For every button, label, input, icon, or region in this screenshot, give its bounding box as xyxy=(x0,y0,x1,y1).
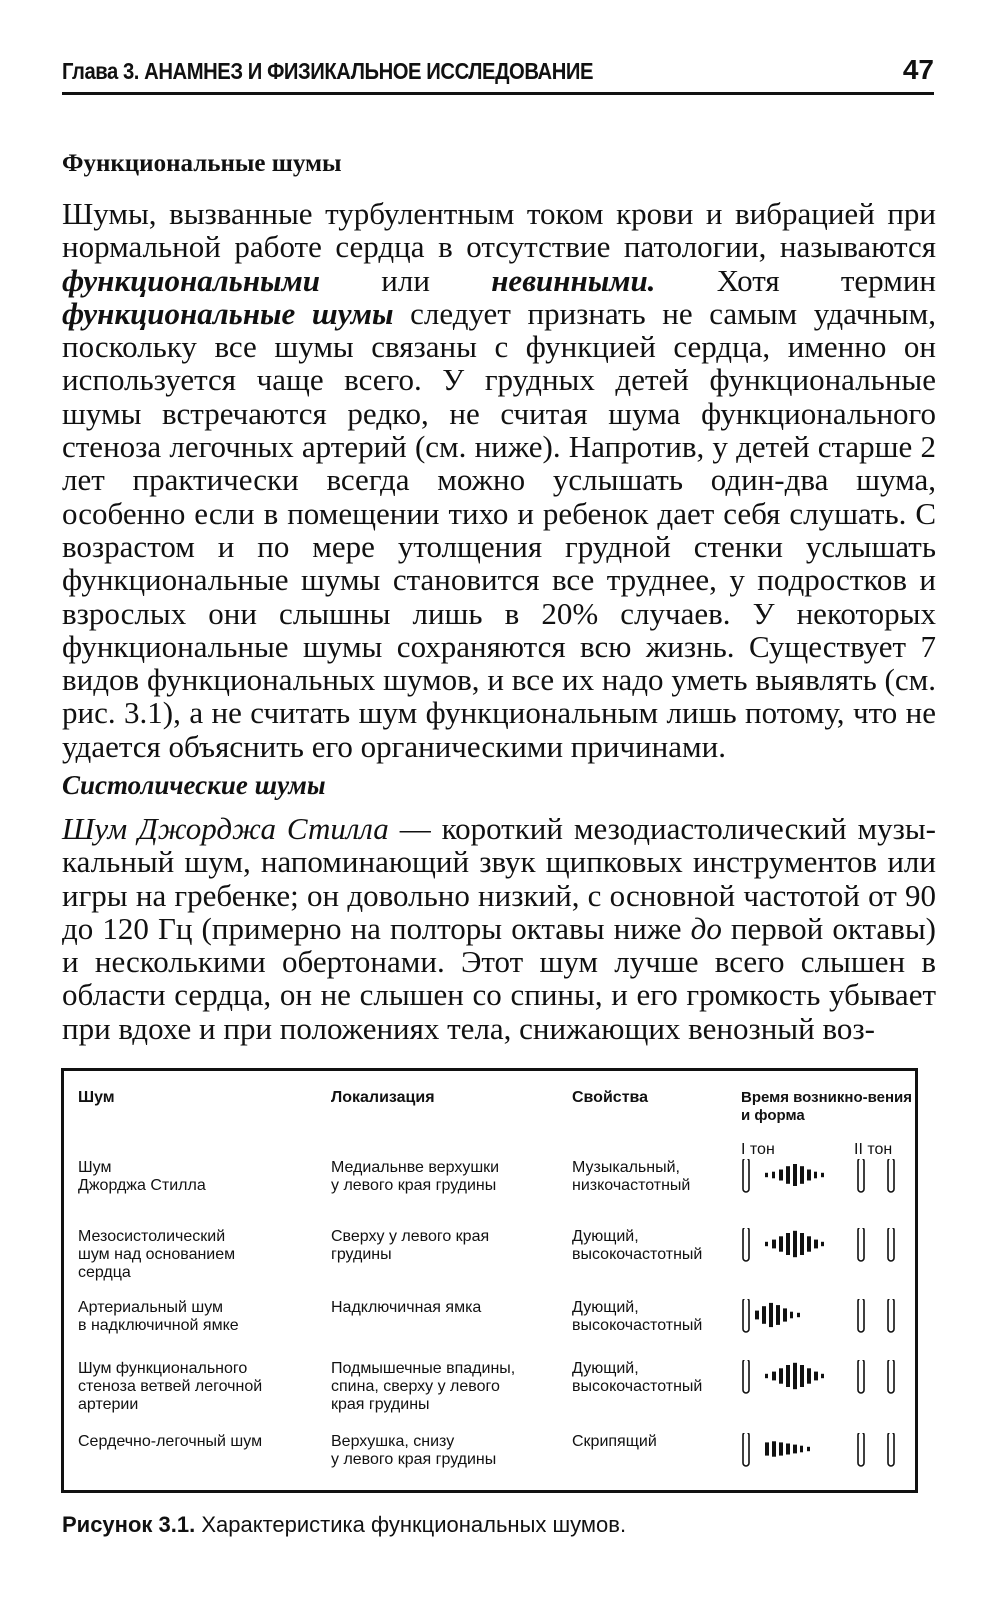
murmur-pulse xyxy=(821,1242,824,1246)
tone2-label: II тон xyxy=(854,1141,893,1158)
murmur-pulse xyxy=(807,1447,810,1451)
murmur-pulse xyxy=(762,1306,766,1324)
murmur-pulse xyxy=(776,1305,780,1325)
murmur-pulse xyxy=(814,1240,818,1249)
murmur-pulse xyxy=(821,1173,824,1177)
cell-properties: Скрипящий xyxy=(572,1433,657,1450)
murmur-pulse xyxy=(800,1365,804,1387)
murmur-pulse xyxy=(807,1368,811,1383)
murmur-waveform xyxy=(741,1228,911,1268)
cell-properties: Музыкальный, низкочастотный xyxy=(572,1159,691,1194)
murmur-waveform xyxy=(741,1159,911,1199)
murmur-waveform xyxy=(741,1433,911,1473)
tone2-bar-a xyxy=(858,1360,864,1393)
murmur-pulse xyxy=(814,1372,818,1381)
cell-properties: Дующий, высокочастотный xyxy=(572,1228,703,1263)
murmur-pulse xyxy=(800,1446,803,1453)
murmur-pulse xyxy=(772,1441,776,1456)
murmur-pulse xyxy=(793,1231,797,1257)
tone1-bar xyxy=(743,1228,749,1261)
cell-properties: Дующий, высокочастотный xyxy=(572,1360,703,1395)
murmur-pulse xyxy=(800,1166,804,1184)
cell-location: Верхушка, снизу у левого края грудины xyxy=(331,1433,497,1468)
col-header-murmur: Шум xyxy=(78,1089,115,1106)
cell-murmur: Шум Джорджа Стилла xyxy=(78,1159,206,1194)
text-run: до xyxy=(690,910,722,946)
tone2-bar-a xyxy=(858,1433,864,1466)
text-run: — короткий мезодиастолический музыкальный шум, напоминающий звук щипковых инструментов или игры на гребенке; он довольно низкий, с основной частотой от 90 до 120 Гц (примерно на полторы октавы ниже xyxy=(62,811,936,946)
tone2-bar-b xyxy=(888,1299,894,1332)
murmur-pulse xyxy=(793,1445,797,1454)
page-header xyxy=(62,48,934,95)
murmur-pulse xyxy=(772,1172,775,1179)
figure-functional-murmurs-table xyxy=(61,1068,918,1493)
tone2-bar-b xyxy=(888,1159,894,1192)
murmur-pulse xyxy=(800,1233,804,1255)
murmur-pulse xyxy=(772,1372,776,1381)
murmur-pulse xyxy=(807,1236,811,1251)
text-run: Шум Джорджа Стилла xyxy=(62,811,389,846)
text-run: Шумы, вызванные турбулентным током крови и вибрацией при нормальной работе сердца в отсутствие патологии, называются xyxy=(62,196,936,265)
cell-location: Подмышечные впадины, спина, сверху у левого края грудины xyxy=(331,1360,516,1413)
murmur-pulse xyxy=(821,1374,824,1378)
tone2-bar-b xyxy=(888,1360,894,1393)
murmur-pulse xyxy=(790,1312,793,1319)
cell-location: Надключичная ямка xyxy=(331,1299,482,1316)
murmur-pulse xyxy=(783,1308,787,1321)
murmur-waveform xyxy=(741,1360,911,1400)
tone2-bar-a xyxy=(858,1159,864,1192)
tone1-label: I тон xyxy=(741,1141,775,1158)
murmur-pulse xyxy=(814,1172,817,1179)
murmur-waveform xyxy=(741,1299,911,1339)
murmur-pulse xyxy=(765,1374,768,1378)
tone2-bar-a xyxy=(858,1299,864,1332)
tone2-bar-a xyxy=(858,1228,864,1261)
tone1-bar xyxy=(743,1433,749,1466)
chapter-title: Глава 3. АНАМНЕЗ И ФИЗИКАЛЬНОЕ ИССЛЕДОВАНИЕ xyxy=(62,58,594,84)
murmur-pulse xyxy=(793,1363,797,1389)
section-heading: Функциональные шумы xyxy=(62,150,342,177)
cell-murmur: Артериальный шум в надключичной ямке xyxy=(78,1299,239,1334)
murmur-pulse xyxy=(755,1311,759,1320)
subsection-heading: Систолические шумы xyxy=(62,770,326,800)
col-header-location: Локализация xyxy=(331,1089,435,1106)
page-number: 47 xyxy=(902,54,934,85)
tone2-bar-b xyxy=(888,1228,894,1261)
murmur-pulse xyxy=(786,1233,790,1255)
murmur-pulse xyxy=(786,1166,790,1184)
cell-location: Медиальнве верхушки у левого края грудины xyxy=(331,1159,500,1194)
tone2-bar-b xyxy=(888,1433,894,1466)
text-run: следует признать не самым удачным, поскольку все шумы связаны с функцией сердца, именно он используется чаще всего. У грудных детей функциональные шумы встречаются редко, не считая шума функционального стеноза легочных артерий (см. ниже). Напротив, у детей старше 2 лет практически всегда можно услышать один-два шума, особенно если в помещении тихо и ребенок дает себя слушать. С возрастом и по мере утолщения грудной стенки услышать функциональные шумы становится все труднее, у подростков и взрослых они слышны лишь в 20% случаев. У некоторых функциональные шумы сохраняются всю жизнь. Существует 7 видов функциональных шумов, и все их надо уметь выявлять (см. рис. 3.1), а не считать шум функциональным лишь потому, что не удается объяснить его органическими причинами. xyxy=(62,295,937,764)
murmur-pulse xyxy=(769,1303,773,1327)
murmur-pulse xyxy=(786,1365,790,1387)
murmur-pulse xyxy=(779,1442,783,1455)
cell-murmur: Шум функционального стеноза ветвей легочной артерии xyxy=(78,1360,263,1413)
figure-caption xyxy=(62,1512,626,1538)
tone1-bar xyxy=(743,1360,749,1393)
murmur-pulse xyxy=(772,1240,776,1249)
caption-text: Характеристика функциональных шумов. xyxy=(195,1512,627,1537)
paragraph-still-murmur xyxy=(62,812,936,1045)
caption-label: Рисунок 3.1. xyxy=(62,1512,196,1537)
murmur-pulse xyxy=(779,1236,783,1251)
text-run: функциональными xyxy=(62,262,321,298)
murmur-pulse xyxy=(779,1170,783,1181)
tone1-bar xyxy=(743,1299,749,1332)
text-run: первой октавы) и несколькими обертонами. Этот шум лучше всего слышен в области сердца, он не слышен со спины, и его громкость убывает при вдохе и при положениях тела, снижающих венозный воз- xyxy=(62,910,936,1046)
cell-location: Сверху у левого края грудины xyxy=(331,1228,490,1263)
murmur-pulse xyxy=(779,1368,783,1383)
text-run: функциональные шумы xyxy=(62,295,394,331)
murmur-pulse xyxy=(765,1242,768,1246)
murmur-pulse xyxy=(765,1173,768,1177)
text-run: или xyxy=(320,262,492,298)
murmur-pulse xyxy=(793,1164,797,1186)
cell-murmur: Мезосистолический шум над основанием сердца xyxy=(78,1228,236,1281)
tone1-bar xyxy=(743,1159,749,1192)
murmur-pulse xyxy=(807,1170,811,1181)
cell-properties: Дующий, высокочастотный xyxy=(572,1299,703,1334)
paragraph-functional-murmurs xyxy=(62,197,936,763)
murmur-pulse xyxy=(797,1313,800,1317)
murmur-pulse xyxy=(786,1444,790,1455)
text-run: Хотя термин xyxy=(655,262,937,298)
col-header-timing: Время возникно-вения и форма xyxy=(741,1089,913,1124)
text-run: невинными. xyxy=(491,262,656,298)
col-header-properties: Свойства xyxy=(572,1089,649,1106)
cell-murmur: Сердечно-легочный шум xyxy=(78,1433,263,1450)
murmur-pulse xyxy=(765,1442,769,1455)
